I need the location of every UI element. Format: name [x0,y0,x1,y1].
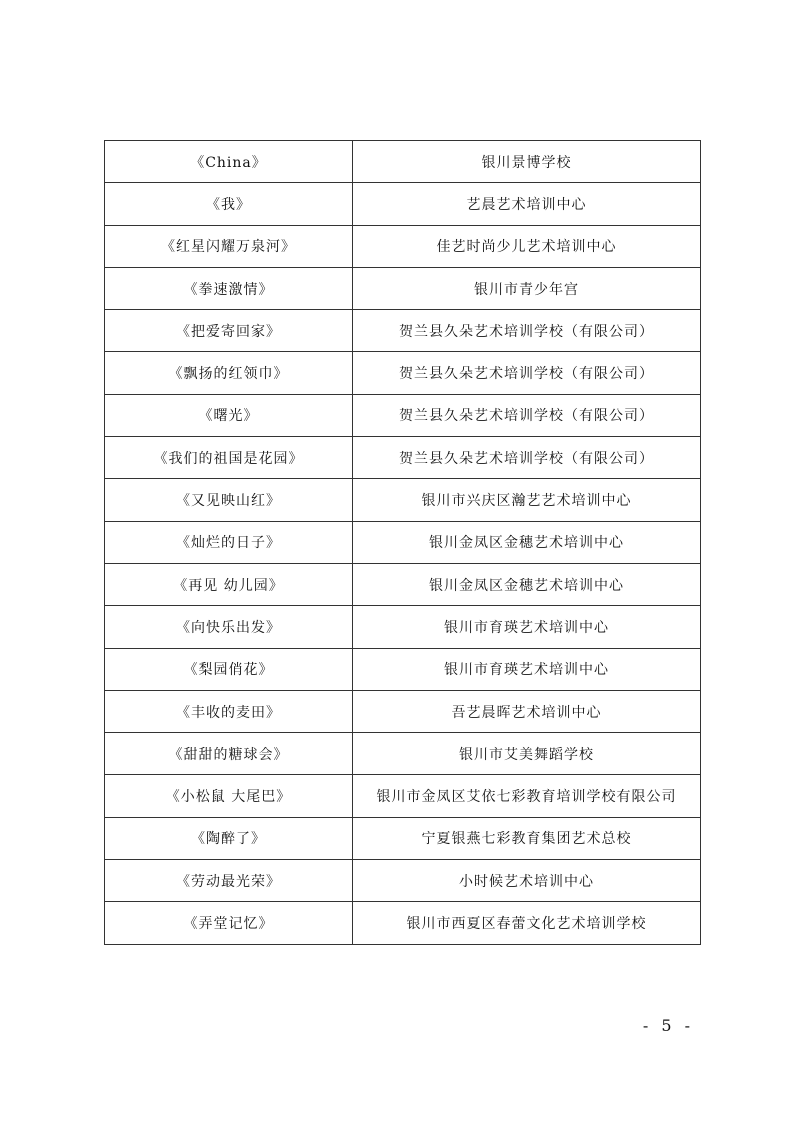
table-row [105,690,701,732]
organization-cell: 贺兰县久朵艺术培训学校（有限公司） [353,394,701,436]
program-table-body [105,141,701,945]
organization-cell: 银川市金凤区艾依七彩教育培训学校有限公司 [353,775,701,817]
table-row [105,860,701,902]
organization-cell: 银川市西夏区春蕾文化艺术培训学校 [353,902,701,944]
program-name-cell: 《我们的祖国是花园》 [105,437,353,479]
program-name-cell: 《劳动最光荣》 [105,860,353,902]
program-name-cell: 《飘扬的红领巾》 [105,352,353,394]
program-name-cell: 《China》 [105,141,353,183]
table-row [105,902,701,944]
program-name-cell: 《灿烂的日子》 [105,521,353,563]
program-name-cell: 《拳速激情》 [105,267,353,309]
organization-cell: 小时候艺术培训中心 [353,860,701,902]
table-row [105,225,701,267]
program-name-cell: 《又见映山红》 [105,479,353,521]
table-row [105,563,701,605]
program-name-cell: 《曙光》 [105,394,353,436]
organization-cell: 贺兰县久朵艺术培训学校（有限公司） [353,310,701,352]
program-table [104,140,701,945]
organization-cell: 银川金凤区金穗艺术培训中心 [353,521,701,563]
table-row [105,394,701,436]
table-row [105,479,701,521]
table-row [105,310,701,352]
program-name-cell: 《再见 幼儿园》 [105,563,353,605]
organization-cell: 银川市兴庆区瀚艺艺术培训中心 [353,479,701,521]
program-name-cell: 《陶醉了》 [105,817,353,859]
table-row [105,352,701,394]
program-name-cell: 《丰收的麦田》 [105,690,353,732]
program-name-cell: 《弄堂记忆》 [105,902,353,944]
table-row [105,775,701,817]
organization-cell: 艺晨艺术培训中心 [353,183,701,225]
organization-cell: 银川市育瑛艺术培训中心 [353,606,701,648]
program-name-cell: 《小松鼠 大尾巴》 [105,775,353,817]
table-row [105,183,701,225]
page-number: - 5 - [642,1016,694,1035]
table-row [105,817,701,859]
table-row [105,606,701,648]
program-name-cell: 《把爱寄回家》 [105,310,353,352]
table-row [105,267,701,309]
organization-cell: 银川市青少年宫 [353,267,701,309]
table-row [105,521,701,563]
organization-cell: 贺兰县久朵艺术培训学校（有限公司） [353,437,701,479]
program-name-cell: 《我》 [105,183,353,225]
organization-cell: 银川市育瑛艺术培训中心 [353,648,701,690]
table-row [105,648,701,690]
program-name-cell: 《向快乐出发》 [105,606,353,648]
program-name-cell: 《红星闪耀万泉河》 [105,225,353,267]
organization-cell: 银川景博学校 [353,141,701,183]
organization-cell: 佳艺时尚少儿艺术培训中心 [353,225,701,267]
organization-cell: 贺兰县久朵艺术培训学校（有限公司） [353,352,701,394]
organization-cell: 银川金凤区金穗艺术培训中心 [353,563,701,605]
table-row [105,437,701,479]
organization-cell: 吾艺晨晖艺术培训中心 [353,690,701,732]
program-name-cell: 《梨园俏花》 [105,648,353,690]
program-name-cell: 《甜甜的糖球会》 [105,733,353,775]
organization-cell: 银川市艾美舞蹈学校 [353,733,701,775]
table-row [105,141,701,183]
table-row [105,733,701,775]
organization-cell: 宁夏银燕七彩教育集团艺术总校 [353,817,701,859]
